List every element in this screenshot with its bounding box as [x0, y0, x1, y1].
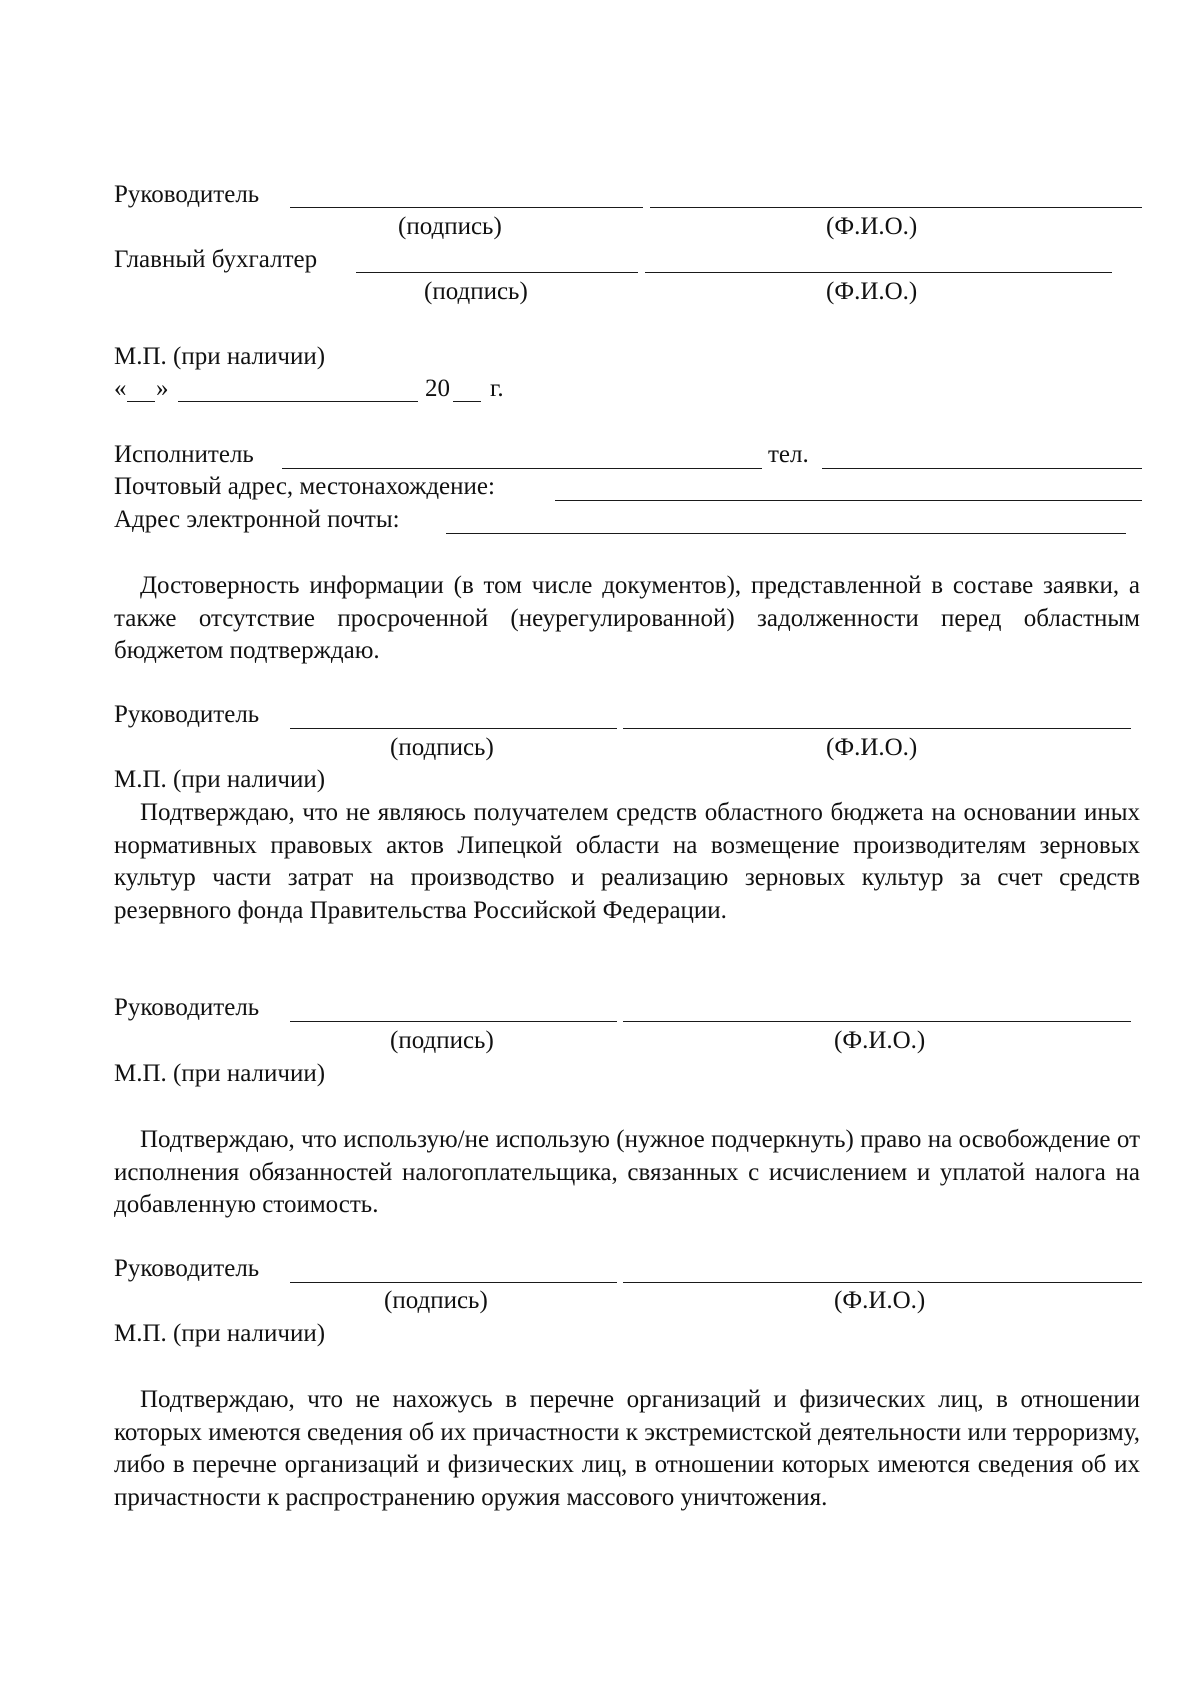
head-label-3: Руководитель: [114, 994, 260, 1021]
accountant-signature-caption: (подпись): [424, 278, 528, 305]
stamp-label-3: М.П. (при наличии): [114, 1060, 326, 1087]
date-year-suffix: г.: [490, 375, 504, 402]
statement-vat-exemption: Подтверждаю, что использую/не использую (нужное подчеркнуть) право на освобождение от исполнения обязанностей налогоплательщика, связанных с исчислением и уплатой налога на добавленную стоимость.: [114, 1126, 1140, 1218]
head-label-2: Руководитель: [114, 701, 260, 728]
email-line[interactable]: [446, 533, 1126, 534]
stamp-label-4: М.П. (при наличии): [114, 1320, 326, 1347]
date-day-line[interactable]: [127, 401, 155, 402]
email-label: Адрес электронной почты:: [114, 506, 400, 533]
date-quote-open: «: [114, 375, 127, 402]
date-year-prefix: 20: [425, 375, 450, 402]
accountant-fio-line[interactable]: [645, 272, 1112, 273]
head-signature-line-2[interactable]: [290, 728, 617, 729]
head-signature-caption-3: (подпись): [390, 1027, 494, 1054]
accountant-label: Главный бухгалтер: [114, 246, 318, 273]
head-fio-caption-2: (Ф.И.О.): [826, 734, 918, 761]
postal-address-line[interactable]: [555, 500, 1142, 501]
head-fio-line-3[interactable]: [623, 1021, 1131, 1022]
accountant-signature-line[interactable]: [356, 272, 638, 273]
statement-not-budget-recipient: Подтверждаю, что не являюсь получателем средств областного бюджета на основании иных нормативных правовых актов Липецкой области на возмещение производителям зерновых культур части затрат на производство и реализацию зерновых культур за счет средств резервного фонда Правительства Российской Федерации.: [114, 799, 1140, 924]
head-label: Руководитель: [114, 181, 260, 208]
date-year-line[interactable]: [453, 401, 481, 402]
head-signature-line-4[interactable]: [290, 1282, 617, 1283]
date-month-line[interactable]: [178, 401, 418, 402]
head-fio-caption-3: (Ф.И.О.): [834, 1027, 926, 1054]
head-signature-line[interactable]: [290, 207, 643, 208]
date-quote-close: »: [156, 375, 169, 402]
head-fio-line-2[interactable]: [623, 728, 1131, 729]
head-label-4: Руководитель: [114, 1255, 260, 1282]
head-signature-caption-4: (подпись): [384, 1287, 488, 1314]
head-fio-caption: (Ф.И.О.): [826, 213, 918, 240]
head-fio-line-4[interactable]: [623, 1282, 1142, 1283]
phone-label: тел.: [768, 441, 809, 468]
head-fio-line[interactable]: [650, 207, 1142, 208]
head-signature-caption: (подпись): [398, 213, 502, 240]
statement-debt-confirmation: Достоверность информации (в том числе документов), представленной в составе заявки, а также отсутствие просроченной (неурегулированной) задолженности перед областным бюджетом подтверждаю.: [114, 572, 1140, 664]
stamp-label: М.П. (при наличии): [114, 343, 326, 370]
head-signature-line-3[interactable]: [290, 1021, 617, 1022]
phone-line[interactable]: [822, 468, 1142, 469]
head-fio-caption-4: (Ф.И.О.): [834, 1287, 926, 1314]
statement-not-in-extremism-list: Подтверждаю, что не нахожусь в перечне организаций и физических лиц, в отношении которых имеются сведения об их причастности к экстремистской деятельности или терроризму, либо в перечне организаций и физических лиц, в отношении которых имеются сведения об их причастности к распространению оружия массового уничтожения.: [114, 1386, 1140, 1511]
head-signature-caption-2: (подпись): [390, 734, 494, 761]
executor-line[interactable]: [282, 468, 762, 469]
postal-address-label: Почтовый адрес, местонахождение:: [114, 473, 495, 500]
accountant-fio-caption: (Ф.И.О.): [826, 278, 918, 305]
stamp-label-2: М.П. (при наличии): [114, 766, 326, 793]
executor-label: Исполнитель: [114, 441, 254, 468]
